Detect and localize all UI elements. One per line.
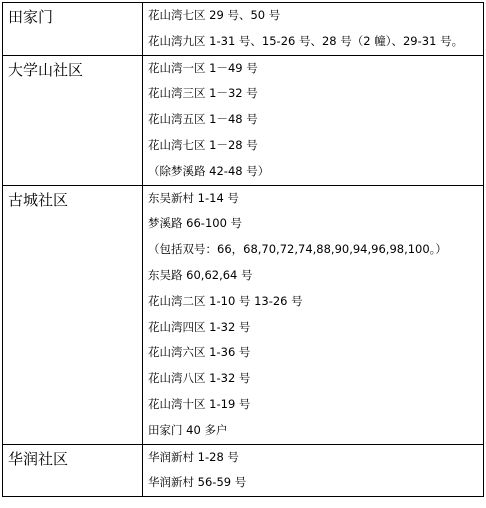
address-line: 花山湾八区 1-32 号 xyxy=(148,371,251,386)
region-name: 华润社区 xyxy=(8,449,69,468)
region-cell xyxy=(3,3,143,56)
address-table xyxy=(2,2,484,497)
address-line: 东吴路 60,62,64 号 xyxy=(148,267,253,282)
address-cell xyxy=(143,185,484,444)
address-line: 花山湾九区 1-31 号、15-26 号、28 号（2 幢）、29-31 号。 xyxy=(148,33,464,48)
address-line: 田家门 40 多户 xyxy=(148,422,228,437)
address-line: 花山湾二区 1-10 号 13-26 号 xyxy=(148,293,303,308)
table-row xyxy=(3,55,484,185)
address-line: 花山湾七区 29 号、50 号 xyxy=(148,8,281,22)
region-name: 大学山社区 xyxy=(8,60,84,79)
address-cell xyxy=(143,444,484,497)
address-line: 花山湾四区 1-32 号 xyxy=(148,319,251,334)
table-row xyxy=(3,185,484,444)
address-line: 花山湾七区 1－28 号 xyxy=(148,137,258,152)
address-line: 华润新村 1-28 号 xyxy=(148,449,239,464)
address-cell xyxy=(143,3,484,56)
address-line: 华润新村 56-59 号 xyxy=(148,475,247,490)
table-row xyxy=(3,444,484,497)
table-row xyxy=(3,3,484,56)
region-cell xyxy=(3,55,143,185)
address-line: （包括双号：66，68,70,72,74,88,90,94,96,98,100。） xyxy=(148,242,447,257)
region-cell xyxy=(3,444,143,497)
address-line: 东吴新村 1-14 号 xyxy=(148,190,239,205)
address-line: 花山湾十区 1-19 号 xyxy=(148,396,251,411)
address-line: 花山湾五区 1－48 号 xyxy=(148,112,258,127)
address-line: （除梦溪路 42-48 号） xyxy=(148,163,270,178)
address-line: 花山湾六区 1-36 号 xyxy=(148,345,251,360)
address-cell xyxy=(143,55,484,185)
region-cell xyxy=(3,185,143,444)
region-name: 古城社区 xyxy=(8,190,69,209)
address-line: 花山湾三区 1－32 号 xyxy=(148,86,258,101)
region-name: 田家门 xyxy=(8,8,54,26)
address-line: 梦溪路 66-100 号 xyxy=(148,216,243,231)
address-line: 花山湾一区 1－49 号 xyxy=(148,60,258,75)
